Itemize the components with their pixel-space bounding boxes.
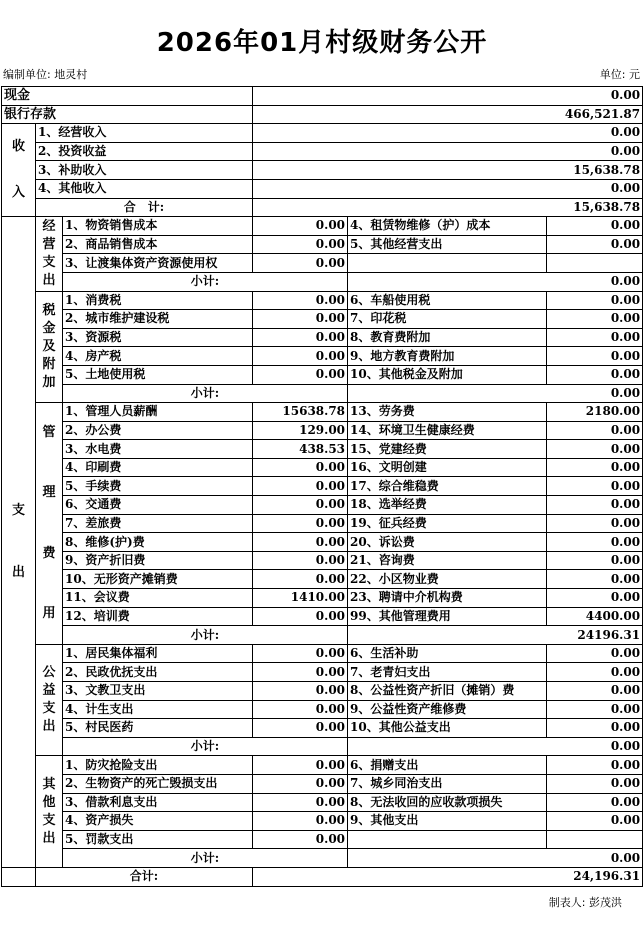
currency-unit: 单位: 元 [599, 68, 640, 81]
item-label: 6、生活补助 [348, 644, 547, 663]
item-label: 16、文明创建 [348, 458, 547, 477]
item-value: 0.00 [253, 291, 348, 310]
vertical-label-char: 管 [42, 425, 56, 441]
subtotal-row [2, 272, 643, 291]
item-value: 0.00 [253, 793, 348, 812]
item-label: 10、其他公益支出 [348, 719, 547, 738]
item-value: 0.00 [253, 607, 348, 626]
item-value: 0.00 [547, 533, 643, 552]
item-value: 0.00 [547, 440, 643, 459]
expense-row [2, 644, 643, 663]
item-value: 0.00 [547, 217, 643, 236]
item-value: 0.00 [253, 644, 348, 663]
item-label: 5、村民医药 [63, 719, 253, 738]
balance-row [2, 87, 643, 106]
expense-row [2, 291, 643, 310]
expense-row [2, 719, 643, 738]
vertical-label-char: 支 [42, 254, 56, 270]
empty-cell [2, 867, 36, 886]
vertical-label-char: 出 [42, 719, 56, 735]
item-label: 12、培训费 [63, 607, 253, 626]
item-label: 8、维修(护)费 [63, 533, 253, 552]
item-label: 4、房产税 [63, 347, 253, 366]
subtotal-value: 0.00 [348, 849, 643, 868]
item-value: 2180.00 [547, 403, 643, 422]
vertical-label-char: 出 [42, 272, 56, 288]
item-value: 0.00 [547, 644, 643, 663]
expense-row [2, 310, 643, 329]
expense-row [2, 235, 643, 254]
subtotal-row [2, 384, 643, 403]
vertical-label [36, 302, 62, 392]
compiling-unit: 编制单位: 地灵村 [3, 68, 88, 81]
vertical-label-char: 及 [42, 338, 56, 354]
expense-row [2, 365, 643, 384]
expense-row [2, 812, 643, 831]
item-value: 0.00 [253, 496, 348, 515]
income-row [2, 161, 643, 180]
vertical-label-char: 出 [42, 830, 56, 846]
item-label: 2、商品销售成本 [63, 235, 253, 254]
vertical-label-char: 出 [11, 565, 25, 581]
vertical-label-char: 费 [42, 545, 56, 561]
income-total-label: 合 计: [36, 198, 253, 217]
expense-row [2, 756, 643, 775]
item-label: 3、让渡集体资产资源使用权 [63, 254, 253, 273]
item-label: 11、会议费 [63, 589, 253, 608]
item-value: 0.00 [547, 756, 643, 775]
item-label: 3、借款利息支出 [63, 793, 253, 812]
income-value: 0.00 [253, 124, 643, 143]
expense-row [2, 347, 643, 366]
vertical-label-char: 加 [42, 374, 56, 390]
item-value [547, 254, 643, 273]
item-value: 0.00 [253, 663, 348, 682]
item-label: 22、小区物业费 [348, 570, 547, 589]
subtotal-value: 0.00 [348, 737, 643, 756]
expense-row [2, 607, 643, 626]
expense-row [2, 421, 643, 440]
vertical-label-char: 营 [42, 236, 56, 252]
income-total-value: 15,638.78 [253, 198, 643, 217]
expense-row [2, 551, 643, 570]
item-label: 21、咨询费 [348, 551, 547, 570]
subtotal-row [2, 737, 643, 756]
income-value: 15,638.78 [253, 161, 643, 180]
vertical-label-char: 收 [11, 139, 25, 155]
item-value: 0.00 [253, 533, 348, 552]
item-label: 10、无形资产摊销费 [63, 570, 253, 589]
item-label: 13、劳务费 [348, 403, 547, 422]
item-value: 0.00 [253, 458, 348, 477]
balance-label: 现金 [2, 87, 253, 106]
item-value [547, 830, 643, 849]
item-value: 0.00 [547, 663, 643, 682]
expense-group-label [2, 217, 36, 868]
vertical-label-char: 税 [42, 302, 56, 318]
item-label: 6、捐赠支出 [348, 756, 547, 775]
income-value: 0.00 [253, 142, 643, 161]
subtotal-value: 0.00 [348, 272, 643, 291]
expense-row [2, 440, 643, 459]
income-row [2, 142, 643, 161]
vertical-label [36, 776, 62, 848]
grand-total-label: 合计: [36, 867, 253, 886]
item-label: 20、诉讼费 [348, 533, 547, 552]
item-label: 8、教育费附加 [348, 328, 547, 347]
vertical-label-char: 金 [42, 320, 56, 336]
item-label: 2、民政优抚支出 [63, 663, 253, 682]
income-value: 0.00 [253, 179, 643, 198]
vertical-label [2, 124, 35, 216]
item-value: 0.00 [253, 570, 348, 589]
balance-label: 银行存款 [2, 105, 253, 124]
page-title: 2026年01月村级财务公开 [156, 28, 488, 58]
item-value: 0.00 [253, 551, 348, 570]
vertical-label [36, 403, 62, 644]
expense-row [2, 514, 643, 533]
vertical-label [36, 218, 62, 290]
income-label: 2、投资收益 [36, 142, 253, 161]
item-value: 0.00 [253, 347, 348, 366]
item-value: 0.00 [547, 551, 643, 570]
balance-row [2, 105, 643, 124]
item-value: 0.00 [253, 217, 348, 236]
grand-total-value: 24,196.31 [253, 867, 643, 886]
item-label: 1、居民集体福利 [63, 644, 253, 663]
item-label: 9、地方教育费附加 [348, 347, 547, 366]
subtotal-label: 小计: [63, 384, 348, 403]
item-label: 5、土地使用税 [63, 365, 253, 384]
expense-row [2, 570, 643, 589]
item-label: 2、城市维护建设税 [63, 310, 253, 329]
vertical-label-char: 支 [42, 812, 56, 828]
item-value: 0.00 [253, 365, 348, 384]
vertical-label-char: 其 [42, 776, 56, 792]
item-value: 0.00 [547, 570, 643, 589]
balance-value: 466,521.87 [253, 105, 643, 124]
item-label: 18、选举经费 [348, 496, 547, 515]
item-label: 10、其他税金及附加 [348, 365, 547, 384]
vertical-label-char: 益 [42, 683, 56, 699]
item-label: 99、其他管理费用 [348, 607, 547, 626]
subtotal-row [2, 626, 643, 645]
subtotal-label: 小计: [63, 849, 348, 868]
item-label: 4、资产损失 [63, 812, 253, 831]
expense-row [2, 774, 643, 793]
item-label: 7、差旅费 [63, 514, 253, 533]
item-label: 9、资产折旧费 [63, 551, 253, 570]
item-label: 23、聘请中介机构费 [348, 589, 547, 608]
item-label: 4、印刷费 [63, 458, 253, 477]
expense-row [2, 458, 643, 477]
item-label: 1、管理人员薪酬 [63, 403, 253, 422]
item-label: 5、其他经营支出 [348, 235, 547, 254]
item-value: 0.00 [547, 496, 643, 515]
expense-row [2, 700, 643, 719]
subtotal-value: 0.00 [348, 384, 643, 403]
item-value: 438.53 [253, 440, 348, 459]
item-value: 0.00 [253, 812, 348, 831]
vertical-label-char: 支 [11, 503, 25, 519]
item-label: 14、环境卫生健康经费 [348, 421, 547, 440]
item-label: 3、文教卫支出 [63, 682, 253, 701]
subtotal-label: 小计: [63, 626, 348, 645]
vertical-label-char: 经 [42, 218, 56, 234]
finance-table [1, 86, 643, 887]
item-value: 0.00 [547, 421, 643, 440]
income-label: 3、补助收入 [36, 161, 253, 180]
vertical-label-char: 他 [42, 794, 56, 810]
item-value: 4400.00 [547, 607, 643, 626]
item-value: 0.00 [547, 793, 643, 812]
item-label: 3、水电费 [63, 440, 253, 459]
item-value: 0.00 [253, 514, 348, 533]
item-label [348, 254, 547, 273]
item-label: 1、消费税 [63, 291, 253, 310]
item-value: 0.00 [547, 328, 643, 347]
section-label [36, 217, 63, 291]
item-value: 0.00 [547, 458, 643, 477]
expense-row [2, 589, 643, 608]
item-label [348, 830, 547, 849]
item-value: 0.00 [547, 291, 643, 310]
item-value: 0.00 [253, 719, 348, 738]
item-value: 0.00 [547, 477, 643, 496]
item-value: 0.00 [253, 235, 348, 254]
vertical-label-char: 附 [42, 356, 56, 372]
item-label: 6、车船使用税 [348, 291, 547, 310]
subtotal-row [2, 849, 643, 868]
item-label: 1、物资销售成本 [63, 217, 253, 236]
vertical-label-char: 入 [11, 185, 25, 201]
item-label: 2、办公费 [63, 421, 253, 440]
expense-row [2, 477, 643, 496]
item-value: 0.00 [253, 254, 348, 273]
expense-row [2, 217, 643, 236]
item-label: 5、手续费 [63, 477, 253, 496]
expense-row [2, 830, 643, 849]
item-label: 5、罚款支出 [63, 830, 253, 849]
expense-row [2, 533, 643, 552]
income-total-row [2, 198, 643, 217]
expense-group-wrap [2, 502, 35, 582]
section-label [36, 644, 63, 756]
item-label: 17、综合维稳费 [348, 477, 547, 496]
item-label: 8、无法收回的应收款项损失 [348, 793, 547, 812]
income-row [2, 124, 643, 143]
income-label: 1、经营收入 [36, 124, 253, 143]
item-value: 0.00 [547, 235, 643, 254]
expense-row [2, 682, 643, 701]
item-value: 0.00 [547, 682, 643, 701]
item-value: 15638.78 [253, 403, 348, 422]
item-label: 7、老青妇支出 [348, 663, 547, 682]
item-value: 0.00 [547, 812, 643, 831]
item-label: 7、城乡同治支出 [348, 774, 547, 793]
item-label: 9、公益性资产维修费 [348, 700, 547, 719]
expense-row [2, 663, 643, 682]
vertical-label-char: 公 [42, 665, 56, 681]
item-label: 7、印花税 [348, 310, 547, 329]
subtotal-value: 24196.31 [348, 626, 643, 645]
vertical-label [36, 664, 62, 736]
item-value: 0.00 [253, 477, 348, 496]
item-value: 0.00 [253, 774, 348, 793]
item-value: 0.00 [547, 514, 643, 533]
item-value: 129.00 [253, 421, 348, 440]
item-label: 6、交通费 [63, 496, 253, 515]
item-label: 4、租赁物维修（护）成本 [348, 217, 547, 236]
item-value: 0.00 [253, 328, 348, 347]
expense-row [2, 793, 643, 812]
item-value: 0.00 [253, 310, 348, 329]
item-value: 0.00 [547, 774, 643, 793]
item-value: 0.00 [547, 310, 643, 329]
expense-row [2, 403, 643, 422]
vertical-label-char: 理 [42, 485, 56, 501]
item-value: 0.00 [253, 700, 348, 719]
item-value: 0.00 [547, 719, 643, 738]
expense-row [2, 496, 643, 515]
subtotal-label: 小计: [63, 737, 348, 756]
item-label: 1、防灾抢险支出 [63, 756, 253, 775]
item-value: 0.00 [253, 682, 348, 701]
item-value: 0.00 [547, 365, 643, 384]
item-label: 2、生物资产的死亡毁损支出 [63, 774, 253, 793]
income-label: 4、其他收入 [36, 179, 253, 198]
item-value: 0.00 [547, 700, 643, 719]
item-label: 19、征兵经费 [348, 514, 547, 533]
item-value: 0.00 [547, 347, 643, 366]
item-value: 1410.00 [253, 589, 348, 608]
section-label [36, 291, 63, 403]
income-row [2, 179, 643, 198]
section-label [36, 756, 63, 868]
balance-value: 0.00 [253, 87, 643, 106]
section-label [36, 403, 63, 645]
item-label: 3、资源税 [63, 328, 253, 347]
subtotal-label: 小计: [63, 272, 348, 291]
item-label: 15、党建经费 [348, 440, 547, 459]
preparer: 制表人: 彭茂洪 [548, 896, 622, 909]
vertical-label-char: 支 [42, 701, 56, 717]
item-label: 9、其他支出 [348, 812, 547, 831]
item-value: 0.00 [253, 830, 348, 849]
item-value: 0.00 [547, 589, 643, 608]
grand-total-row [2, 867, 643, 886]
item-value: 0.00 [253, 756, 348, 775]
item-label: 4、计生支出 [63, 700, 253, 719]
item-label: 8、公益性资产折旧（摊销）费 [348, 682, 547, 701]
expense-row [2, 328, 643, 347]
expense-row [2, 254, 643, 273]
vertical-label-char: 用 [42, 605, 56, 621]
income-group-label [2, 124, 36, 217]
